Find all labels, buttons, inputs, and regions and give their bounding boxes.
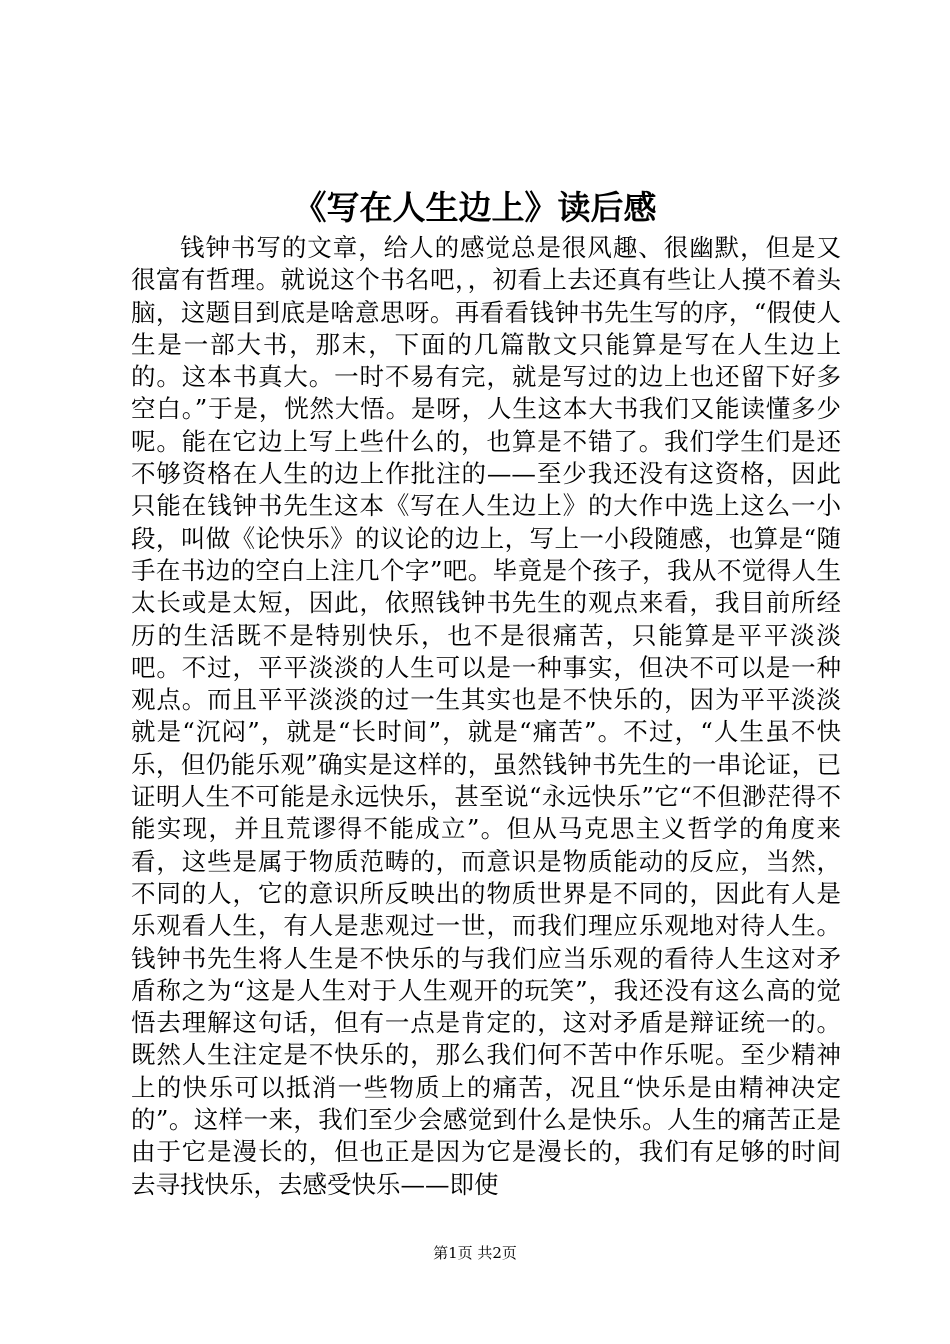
page-footer: 第1页 共2页 — [433, 1244, 517, 1262]
document-title: 《写在人生边上》读后感 — [293, 188, 657, 227]
document-body: 钱钟书写的文章，给人的感觉总是很风趣、很幽默，但是又很富有哲理。就说这个书名吧，，初看上去还真有些让人摸不着头脑，这题目到底是啥意思呀。再看看钱钟书先生写的序，“假使人生是一部大书，那末，下面的几篇散文只能算是写在人生边上的。这本书真大。一时不易有完，就是写过的边上也还留下好多空白。”于是，恍然大悟。是呀，人生这本大书我们又能读懂多少呢。能在它边上写上些什么的，也算是不错了。我们学生们是还不够资格在人生的边上作批注的——至少我还没有这资格，因此只能在钱钟书先生这本《写在人生边上》的大作中选上这么一小段，叫做《论快乐》的议论的边上，写上一小段随感，也算是“随手在书边的空白上注几个字”吧。毕竟是个孩子，我从不觉得人生太长或是太短，因此，依照钱钟书先生的观点来看，我目前所经历的生活既不是特别快乐，也不是很痛苦，只能算是平平淡淡吧。不过，平平淡淡的人生可以是一种事实，但决不可以是一种观点。而且平平淡淡的过一生其实也是不快乐的，因为平平淡淡就是“沉闷”，就是“长时间”，就是“痛苦”。不过，“人生虽不快乐，但仍能乐观”确实是这样的，虽然钱钟书先生的一串论证，已证明人生不可能是永远快乐，甚至说“永远快乐”它“不但渺茫得不能实现，并且荒谬得不能成立”。但从马克思主义哲学的角度来看，这些是属于物质范畴的，而意识是物质能动的反应，当然，不同的人，它的意识所反映出的物质世界是不同的，因此有人是乐观看人生，有人是悲观过一世，而我们理应乐观地对待人生。钱钟书先生将人生是不快乐的与我们应当乐观的看待人生这对矛盾称之为“这是人生对于人生观开的玩笑”，我还没有这么高的觉悟去理解这句话，但有一点是肯定的，这对矛盾是辩证统一的。既然人生注定是不快乐的，那么我们何不苦中作乐呢。至少精神上的快乐可以抵消一些物质上的痛苦，况且“快乐是由精神决定的”。这样一来，我们至少会感觉到什么是快乐。人生的痛苦正是由于它是漫长的，但也正是因为它是漫长的，我们有足够的时间去寻找快乐，去感受快乐——即使 — [131, 233, 841, 1199]
